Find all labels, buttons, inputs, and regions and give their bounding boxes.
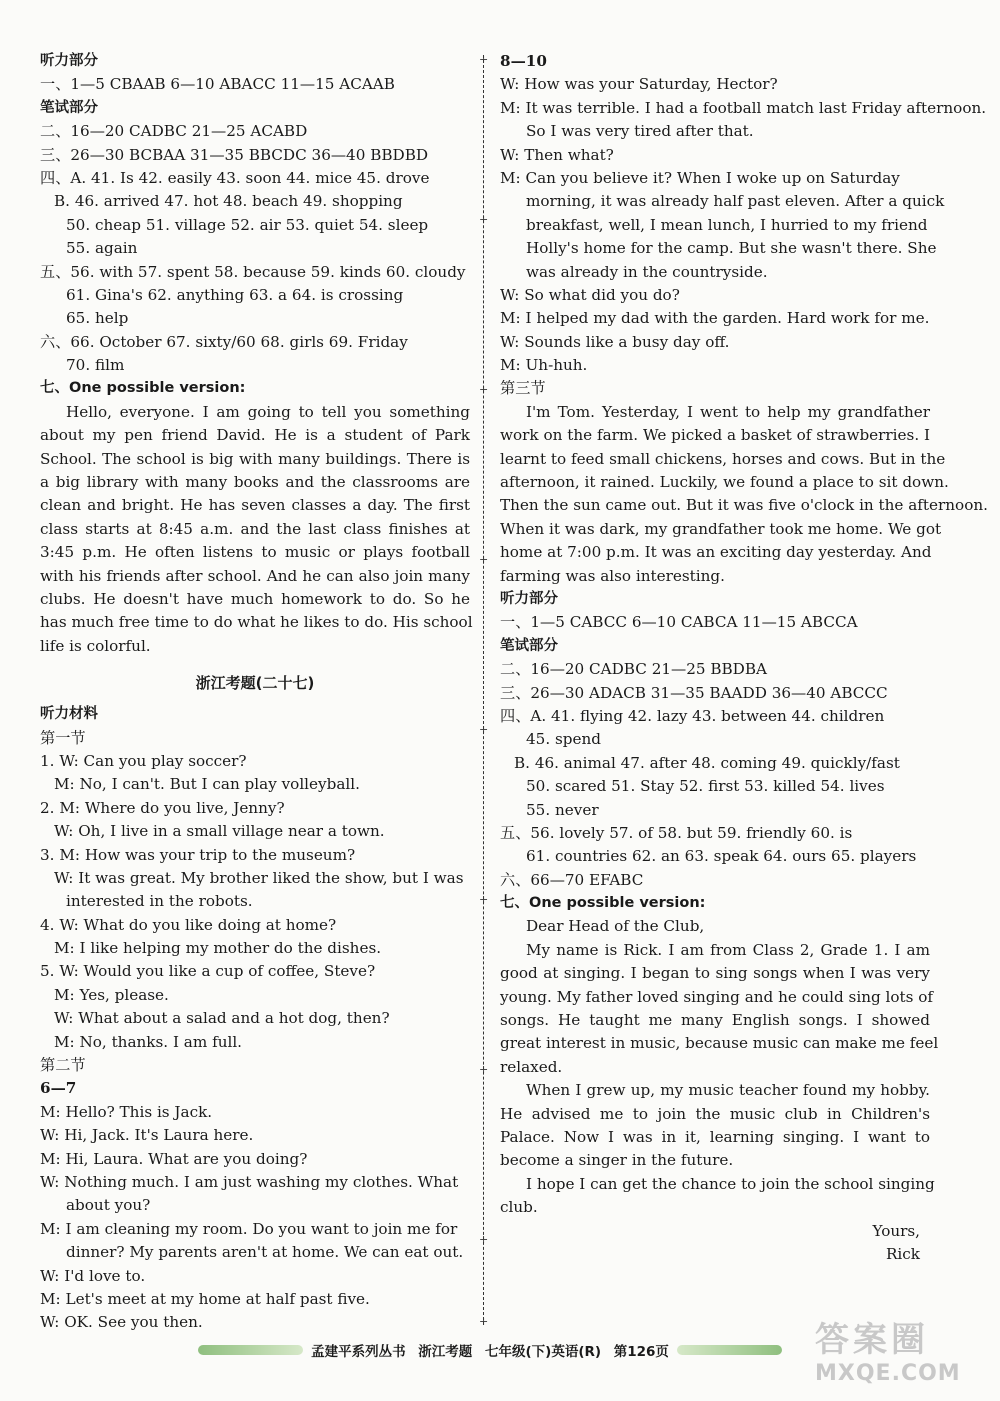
answer-key-section-27 — [500, 588, 930, 939]
answer-key-section-26 — [40, 50, 470, 401]
text-line: 2. M: Where do you live, Jenny? — [40, 798, 285, 817]
text-line: 第三节 — [500, 379, 546, 398]
essay-line: clean and bright. He has seven classes a day. The first — [40, 496, 470, 515]
essay-line: clubs. He doesn't have much homework to do. So he — [40, 589, 470, 608]
text-line: 一、1—5 CBAAB 6—10 ABACC 11—15 ACAAB — [40, 75, 395, 94]
section-heading: 笔试部分 — [500, 637, 558, 654]
text-line: M: It was terrible. I had a football match last Friday afternoon. — [500, 98, 987, 117]
text-line: 第二节 — [40, 1056, 86, 1075]
essay-line: Then the sun came out. But it was five o'clock in the afternoon. — [500, 496, 988, 515]
text-line: 六、66—70 EFABC — [500, 870, 644, 889]
text-line: 55. again — [66, 239, 138, 258]
text-line: M: Hi, Laura. What are you doing? — [40, 1149, 308, 1168]
listening-script-27 — [40, 703, 470, 1335]
text-line: M: Can you believe it? When I woke up on Saturday — [500, 168, 900, 187]
section-heading: 七、One possible version: — [500, 895, 706, 912]
text-line: 一、1—5 CABCC 6—10 CABCA 11—15 ABCCA — [500, 613, 858, 632]
text-line: M: No, thanks. I am full. — [54, 1032, 243, 1051]
footer-ornament-right — [677, 1345, 782, 1355]
letter-line: songs. He taught me many English songs. I showed — [500, 1011, 930, 1030]
listening-script-continued — [500, 50, 987, 401]
essay-line: work on the farm. We picked a basket of strawberries. I — [500, 426, 930, 445]
essay-line: a big library with many books and the classrooms are — [40, 473, 470, 492]
watermark-url: MXQE.COM — [815, 1361, 961, 1386]
text-line: W: I'd love to. — [40, 1266, 146, 1285]
text-line: 六、66. October 67. sixty/60 68. girls 69. Friday — [40, 332, 408, 351]
text-line: 50. cheap 51. village 52. air 53. quiet 54. sleep — [66, 215, 429, 234]
text-line: 二、16—20 CADBC 21—25 ACABD — [40, 122, 308, 141]
text-line: morning, it was already half past eleven. After a quick — [526, 192, 945, 211]
listening-passage-tom — [500, 401, 988, 588]
essay-line: School. The school is big with many buildings. There is — [40, 449, 470, 468]
section-heading: 听力材料 — [40, 706, 98, 723]
essay-line: with his friends after school. And he can also join many — [40, 566, 470, 585]
text-line: 6—7 — [40, 1079, 77, 1098]
exam-title: 浙江考题(二十七) — [195, 674, 315, 693]
section-heading: 七、One possible version: — [40, 380, 246, 397]
section-heading: 听力部分 — [40, 53, 98, 69]
text-line: was already in the countryside. — [526, 262, 768, 281]
letter-signature: Rick — [885, 1244, 920, 1263]
text-line: W: It was great. My brother liked the show, but I was — [54, 868, 464, 887]
text-line: M: I like helping my mother do the dishes. — [54, 939, 382, 958]
text-line: W: So what did you do? — [500, 285, 680, 304]
text-line: breakfast, well, I mean lunch, I hurried to my friend — [526, 215, 928, 234]
letter-line: When I grew up, my music teacher found my hobby. — [526, 1081, 930, 1100]
essay-line: class starts at 8:45 a.m. and the last class finishes at — [40, 519, 470, 538]
text-line: 五、56. with 57. spent 58. because 59. kinds 60. cloudy — [40, 262, 466, 281]
text-line: 3. M: How was your trip to the museum? — [40, 845, 356, 864]
essay-line: about my pen friend David. He is a student of Park — [40, 426, 470, 445]
text-line: M: Yes, please. — [54, 985, 169, 1004]
text-line: 第一节 — [40, 728, 86, 747]
letter-line: He advised me to join the music club in Children's — [500, 1104, 930, 1123]
text-line: 45. spend — [526, 730, 601, 749]
text-line: W: Sounds like a busy day off. — [500, 332, 730, 351]
text-line: M: Let's meet at my home at half past five. — [40, 1289, 370, 1308]
footer-ornament-left — [198, 1345, 303, 1355]
sample-letter-rick — [500, 939, 939, 1220]
left-column — [40, 50, 473, 1335]
text-line: 70. film — [66, 356, 125, 375]
text-line: M: I helped my dad with the garden. Hard work for me. — [500, 309, 930, 328]
column-divider: + + + + + + + + + — [479, 53, 489, 1328]
letter-line: great interest in music, because music can make me feel — [500, 1034, 939, 1053]
letter-line: young. My father loved singing and he could sing lots of — [500, 987, 934, 1006]
essay-line: has much free time to do what he likes to do. His school — [40, 613, 473, 632]
text-line: 4. W: What do you like doing at home? — [40, 915, 337, 934]
text-line: 五、56. lovely 57. of 58. but 59. friendly 60. is — [500, 823, 853, 842]
text-line: W: How was your Saturday, Hector? — [500, 75, 778, 94]
text-line: interested in the robots. — [66, 892, 253, 911]
text-line: 65. help — [66, 309, 129, 328]
text-line: B. 46. arrived 47. hot 48. beach 49. shopping — [54, 192, 403, 211]
page-footer — [190, 1336, 790, 1364]
text-line: 55. never — [526, 800, 599, 819]
text-line: 三、26—30 ADACB 31—35 BAADD 36—40 ABCCC — [500, 683, 888, 702]
essay-line: Hello, everyone. I am going to tell you something — [66, 402, 470, 421]
text-line: Holly's home for the camp. But she wasn't there. She — [526, 239, 937, 258]
text-line: about you? — [66, 1196, 151, 1215]
text-line: W: Oh, I live in a small village near a town. — [54, 822, 385, 841]
footer-text: 孟建平系列丛书 浙江考题 七年级(下)英语(R) 第126页 — [311, 1344, 669, 1360]
essay-line: When it was dark, my grandfather took me home. We got — [500, 519, 942, 538]
essay-line: farming was also interesting. — [500, 566, 725, 585]
text-line: 二、16—20 CADBC 21—25 BBDBA — [500, 660, 767, 679]
essay-line: home at 7:00 p.m. It was an exciting day yesterday. And — [500, 543, 932, 562]
text-line: 61. Gina's 62. anything 63. a 64. is crossing — [66, 285, 404, 304]
text-line: 1. W: Can you play soccer? — [40, 751, 247, 770]
essay-line: afternoon, it rained. Luckily, we found a place to sit down. — [500, 473, 949, 492]
letter-line: Palace. Now I was in it, learning singing. I want to — [500, 1127, 930, 1146]
letter-line: I hope I can get the chance to join the school singing — [526, 1174, 935, 1193]
letter-line: good at singing. I began to sing songs when I was very — [500, 964, 930, 983]
letter-line: become a singer in the future. — [500, 1151, 734, 1170]
text-line: W: OK. See you then. — [40, 1313, 203, 1332]
text-line: So I was very tired after that. — [526, 122, 754, 141]
text-line: M: I am cleaning my room. Do you want to join me for — [40, 1219, 458, 1238]
text-line: W: Hi, Jack. It's Laura here. — [40, 1126, 254, 1145]
text-line: W: Nothing much. I am just washing my clothes. What — [40, 1172, 459, 1191]
text-line: 三、26—30 BCBAA 31—35 BBCDC 36—40 BBDBD — [40, 145, 429, 164]
text-line: 50. scared 51. Stay 52. first 53. killed 54. lives — [526, 777, 885, 796]
text-line: M: Uh-huh. — [500, 356, 588, 375]
text-line: M: Hello? This is Jack. — [40, 1102, 213, 1121]
text-line: W: Then what? — [500, 145, 614, 164]
text-line: 四、A. 41. Is 42. easily 43. soon 44. mice 45. drove — [40, 168, 430, 187]
essay-line: learnt to feed small chickens, horses and cows. But in the — [500, 449, 946, 468]
watermark-logo-text: 答案圈 — [815, 1320, 929, 1360]
letter-line: relaxed. — [500, 1057, 563, 1076]
text-line: dinner? My parents aren't at home. We can eat out. — [66, 1243, 464, 1262]
letter-line: club. — [500, 1198, 538, 1217]
text-line: 61. countries 62. an 63. speak 64. ours 65. players — [526, 847, 917, 866]
section-heading: 笔试部分 — [40, 99, 98, 116]
right-column — [500, 50, 988, 1266]
sample-essay-david — [40, 401, 473, 658]
section-heading: 听力部分 — [500, 590, 558, 607]
essay-line: life is colorful. — [40, 636, 151, 655]
text-line: B. 46. animal 47. after 48. coming 49. quickly/fast — [514, 753, 900, 772]
letter-line: My name is Rick. I am from Class 2, Grade 1. I am — [526, 940, 930, 959]
text-line: 四、A. 41. flying 42. lazy 43. between 44. children — [500, 706, 885, 725]
text-line: Dear Head of the Club, — [526, 917, 705, 936]
essay-line: I'm Tom. Yesterday, I went to help my grandfather — [526, 402, 930, 421]
watermark — [815, 1320, 990, 1396]
text-line: 8—10 — [500, 52, 547, 70]
letter-closing: Yours, — [872, 1221, 920, 1240]
text-line: W: What about a salad and a hot dog, then? — [54, 1009, 390, 1028]
text-line: M: No, I can't. But I can play volleyball. — [54, 775, 360, 794]
essay-line: 3:45 p.m. He often listens to music or plays football — [40, 543, 470, 562]
text-line: 5. W: Would you like a cup of coffee, Steve? — [40, 962, 376, 981]
